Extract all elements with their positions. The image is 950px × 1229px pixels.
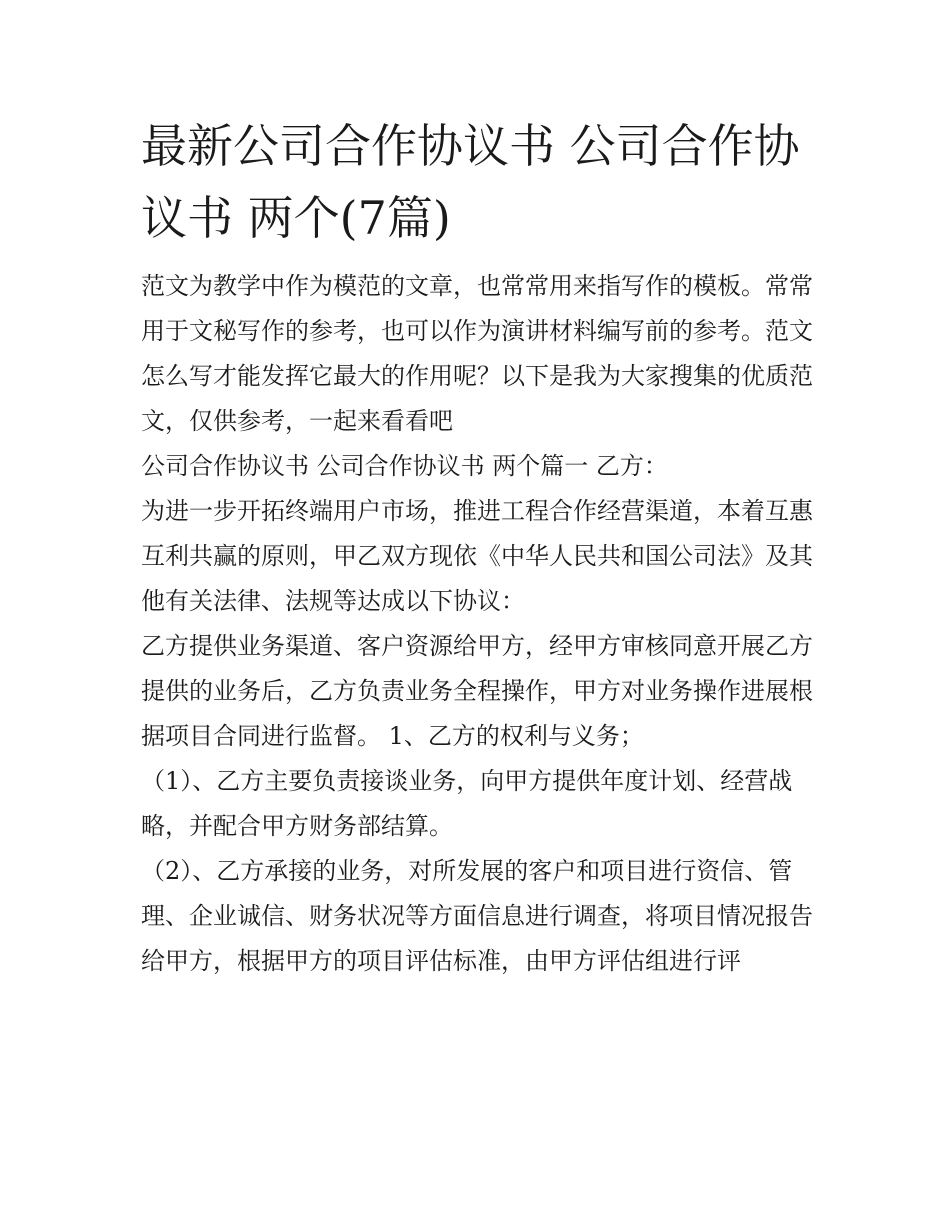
document-title: 最新公司合作协议书 公司合作协议书 两个(7篇)	[141, 119, 800, 245]
paragraph-heading-1: 公司合作协议书 公司合作协议书 两个篇一 乙方：	[141, 452, 668, 480]
paragraph-preamble: 为进一步开拓终端用户市场，推进工程合作经营渠道，本着互惠互利共赢的原则，甲乙双方现依《中华人民共和国公司法》及其他有关法律、法规等达成以下协议：	[141, 497, 813, 615]
paragraph-clause-1: 乙方提供业务渠道、客户资源给甲方，经甲方审核同意开展乙方提供的业务后，乙方负责业务全程操作，甲方对业务操作进展根据项目合同进行监督。 1、乙方的权利与义务；	[141, 632, 813, 750]
paragraph-intro: 范文为教学中作为模范的文章，也常常用来指写作的模板。常常用于文秘写作的参考，也可以作为演讲材料编写前的参考。范文怎么写才能发挥它最大的作用呢？以下是我为大家搜集的优质范文，仅供参考，一起来看看吧	[141, 272, 813, 435]
paragraph-clause-1-1: （1）、乙方主要负责接谈业务，向甲方提供年度计划、经营战略，并配合甲方财务部结算。	[141, 767, 793, 840]
document-page	[141, 110, 821, 984]
paragraph-clause-1-2: （2）、乙方承接的业务，对所发展的客户和项目进行资信、管理、企业诚信、财务状况等方面信息进行调查，将项目情况报告给甲方，根据甲方的项目评估标准，由甲方评估组进行评	[141, 857, 813, 975]
